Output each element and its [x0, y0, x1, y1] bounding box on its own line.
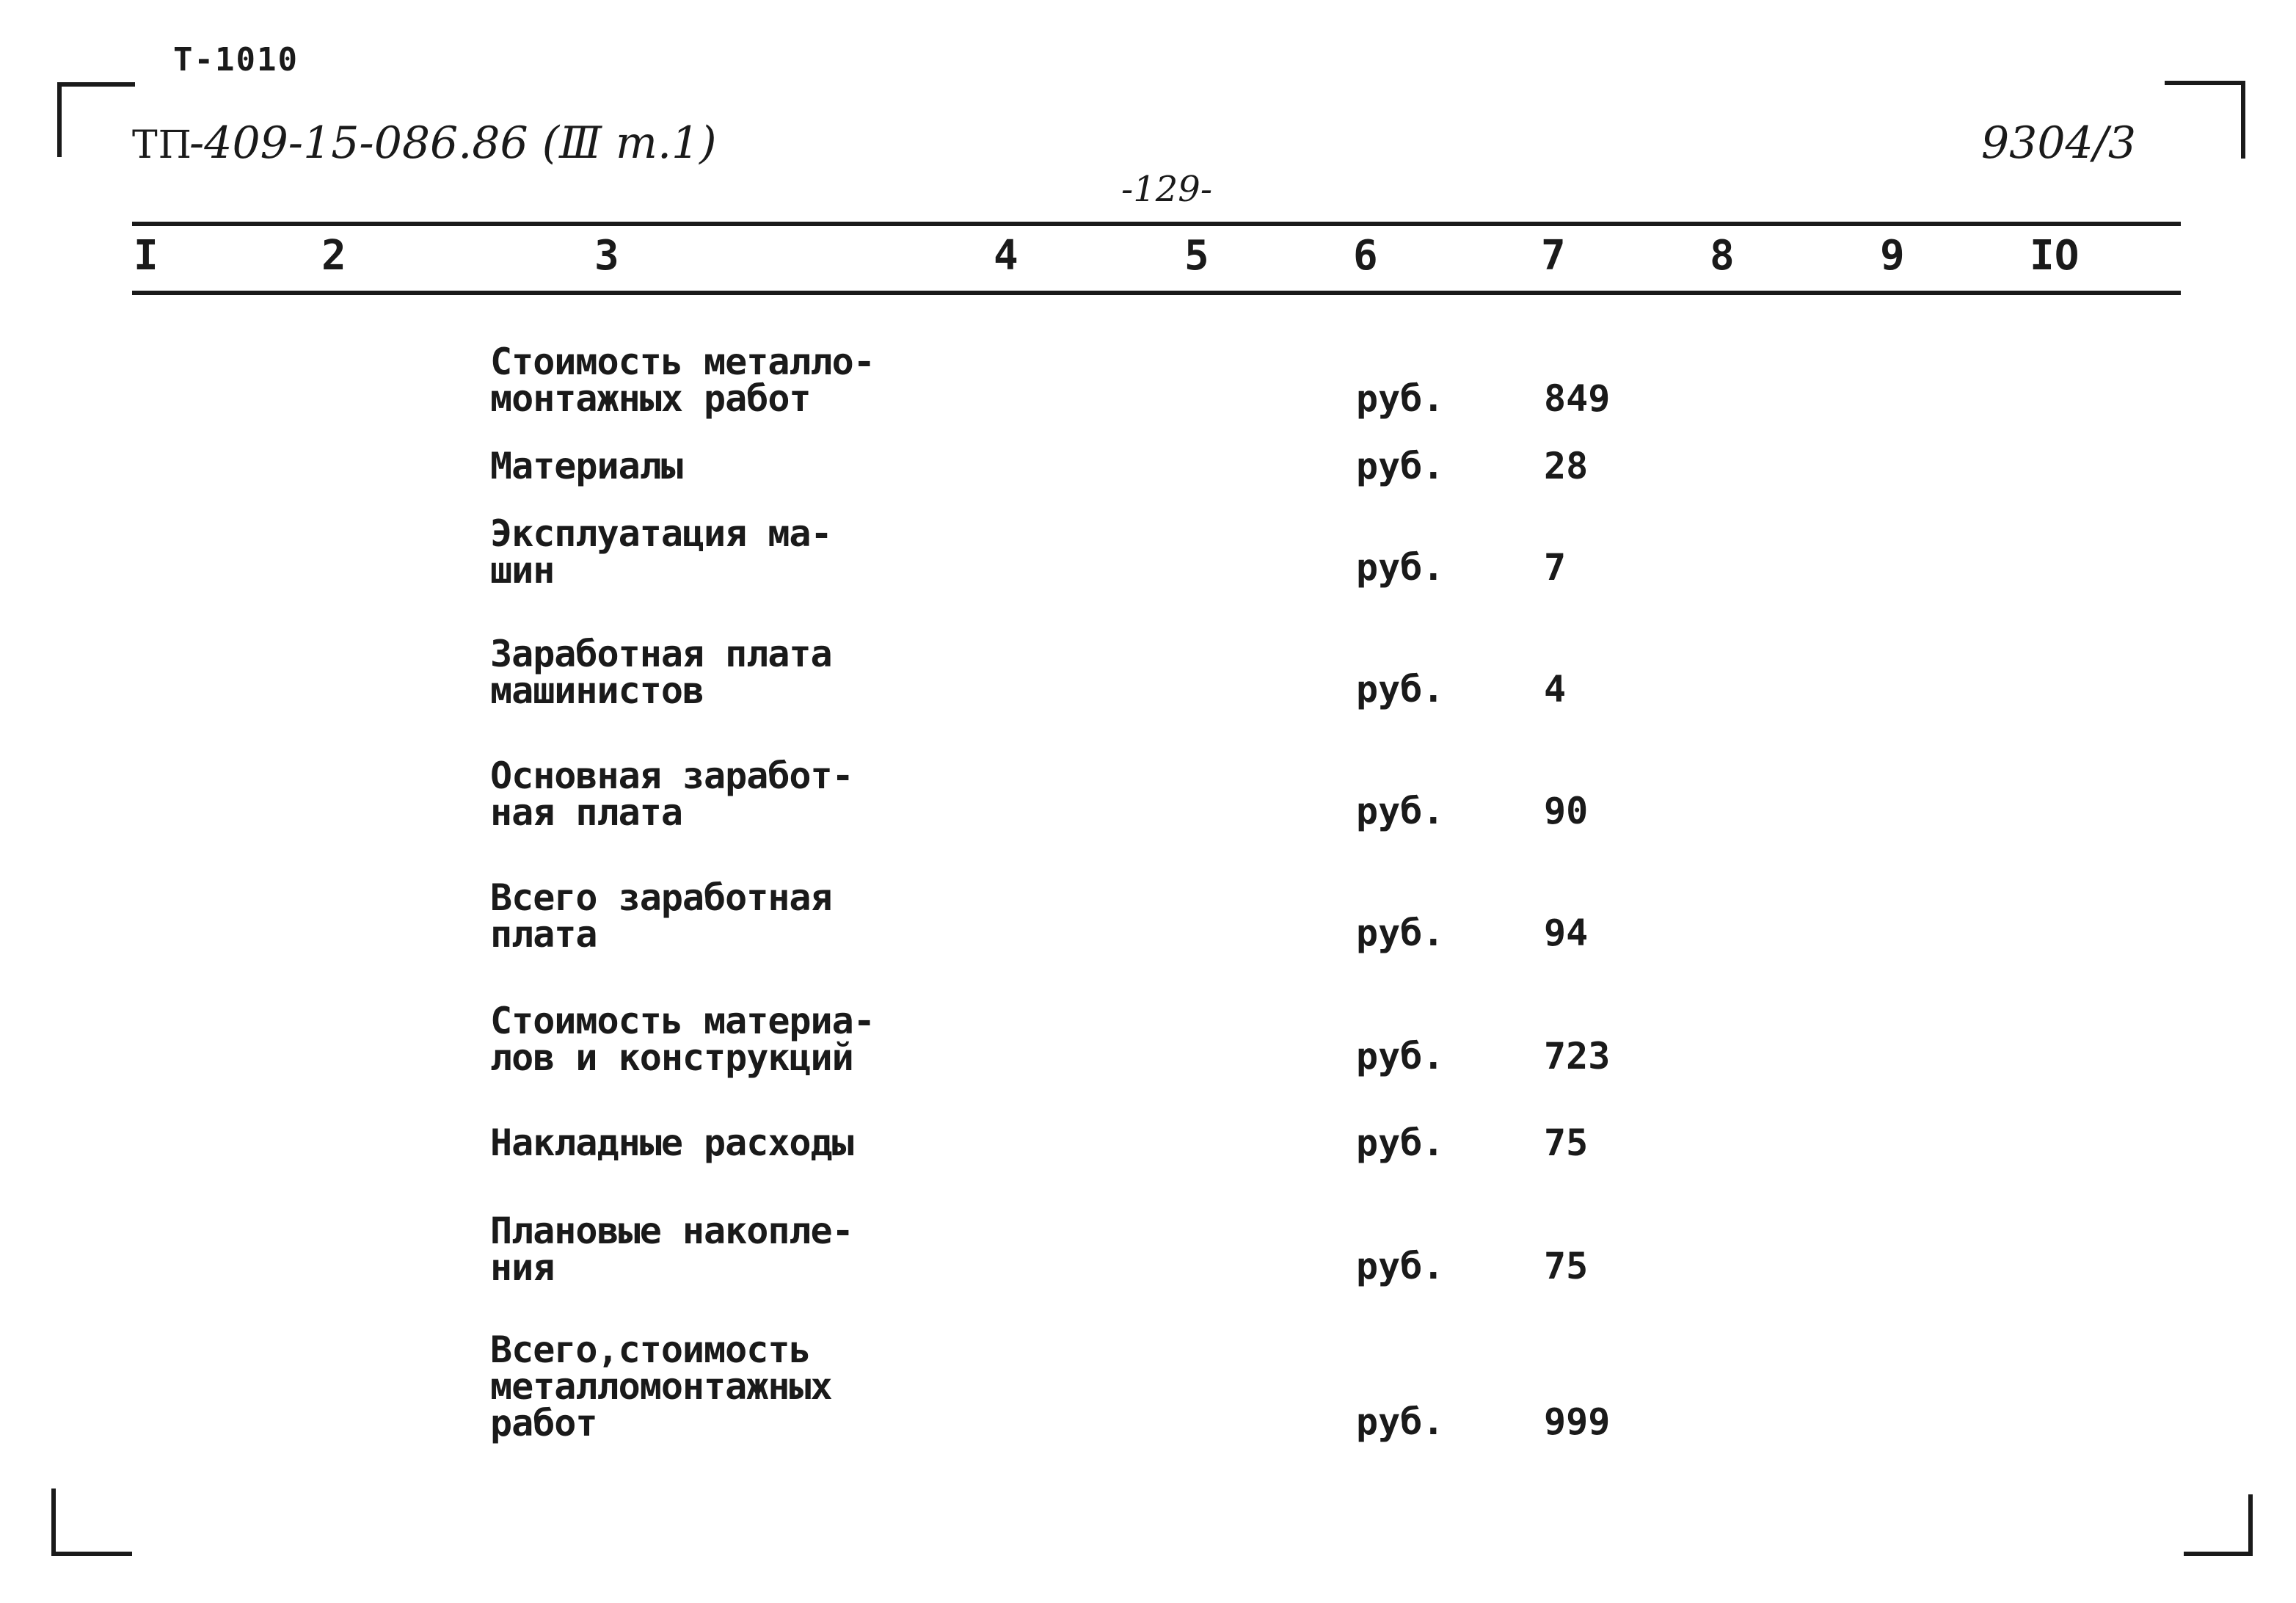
- corner-mark-top-left: [57, 82, 135, 157]
- sheet-number-handwritten: 9304/3: [1981, 117, 2137, 169]
- corner-mark-bottom-left: [51, 1488, 132, 1556]
- column-number-5: 5: [1184, 232, 1209, 280]
- row-value: 28: [1544, 445, 1589, 487]
- row-label: Всего,стоимость металломонтажных работ: [490, 1328, 832, 1444]
- column-number-9: 9: [1880, 232, 1905, 280]
- row-label: Эксплуатация ма- шин: [490, 512, 832, 592]
- column-number-8: 8: [1710, 232, 1735, 280]
- row-unit: руб.: [1356, 546, 1445, 589]
- row-unit: руб.: [1356, 1122, 1445, 1164]
- table-top-rule: [132, 222, 2181, 226]
- row-unit: руб.: [1356, 1400, 1445, 1443]
- corner-mark-bottom-right: [2184, 1494, 2253, 1556]
- row-value: 75: [1544, 1245, 1589, 1287]
- row-unit: руб.: [1356, 1245, 1445, 1287]
- row-value: 849: [1544, 377, 1611, 420]
- row-unit: руб.: [1356, 790, 1445, 832]
- row-label: Накладные расходы: [490, 1122, 853, 1164]
- row-label: Стоимость металло- монтажных работ: [490, 341, 875, 420]
- doc-number-handwritten: -409-15-086.86 (Ⅲ т.1): [189, 117, 717, 169]
- row-unit: руб.: [1356, 668, 1445, 710]
- row-label: Основная заработ- ная плата: [490, 755, 853, 834]
- row-label: Стоимость материа- лов и конструкций: [490, 1000, 875, 1079]
- column-number-6: 6: [1353, 232, 1378, 280]
- row-label: Всего заработная плата: [490, 876, 832, 956]
- row-unit: руб.: [1356, 377, 1445, 420]
- row-label: Заработная плата машинистов: [490, 633, 832, 712]
- row-label: Плановые накопле- ния: [490, 1210, 853, 1289]
- table-header-bottom-rule: [132, 291, 2181, 295]
- column-number-1: I: [134, 232, 158, 280]
- row-value: 723: [1544, 1035, 1611, 1077]
- column-number-7: 7: [1541, 232, 1566, 280]
- doc-prefix: ТП: [132, 123, 193, 167]
- row-value: 7: [1544, 546, 1567, 589]
- row-unit: руб.: [1356, 1035, 1445, 1077]
- row-unit: руб.: [1356, 912, 1445, 954]
- document-code: Т-1010: [173, 41, 299, 79]
- corner-mark-top-right: [2165, 81, 2245, 159]
- row-value: 999: [1544, 1400, 1611, 1443]
- column-number-3: 3: [594, 232, 619, 280]
- column-number-2: 2: [321, 232, 346, 280]
- column-number-10: IO: [2030, 232, 2080, 280]
- row-unit: руб.: [1356, 445, 1445, 487]
- row-value: 4: [1544, 668, 1567, 710]
- row-value: 75: [1544, 1122, 1589, 1164]
- row-label: Материалы: [490, 445, 682, 487]
- page-number: -129-: [1121, 169, 1213, 210]
- row-value: 90: [1544, 790, 1589, 832]
- row-value: 94: [1544, 912, 1589, 954]
- column-number-4: 4: [994, 232, 1018, 280]
